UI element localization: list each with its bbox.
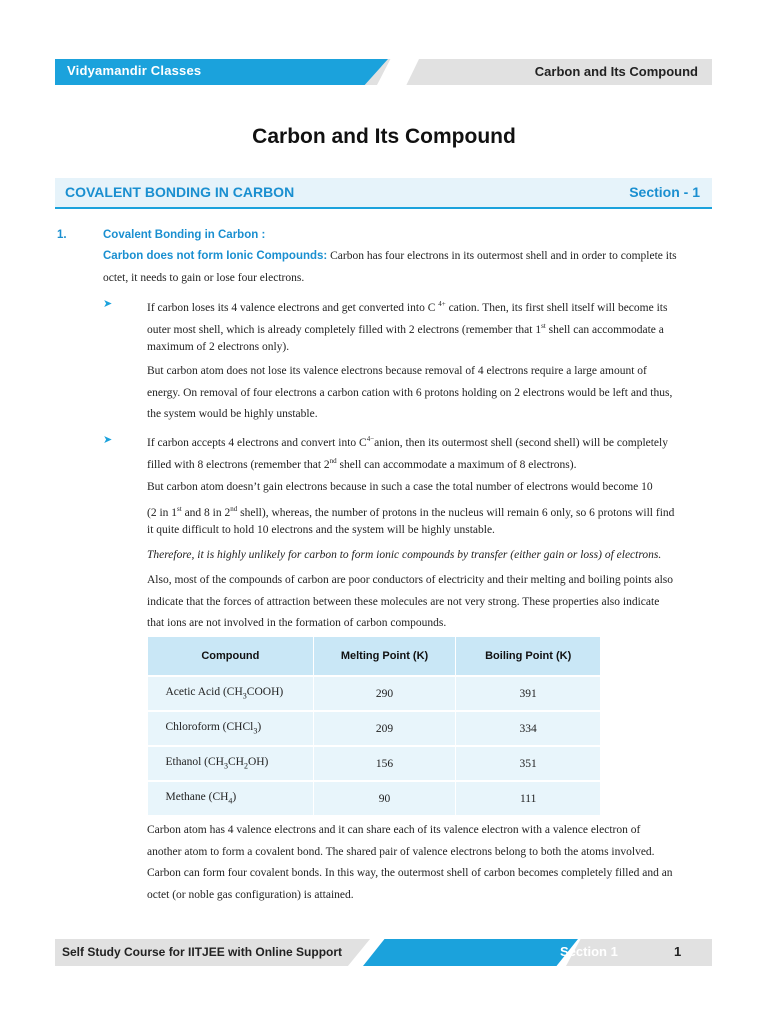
header-brand: Vidyamandir Classes [67, 63, 202, 78]
topic-number: 1. [57, 229, 67, 241]
page-title: Carbon and Its Compound [252, 125, 516, 148]
bullet-2-line-2 [147, 451, 712, 473]
section-bar [55, 178, 712, 209]
compound-name: Chloroform (CHCl [165, 721, 254, 734]
bullet-1-line-1 [147, 294, 712, 316]
bullet-2-text-a: If carbon accepts 4 electrons and convert into C [147, 436, 367, 449]
table-row [148, 711, 601, 746]
intro-line-2: octet, it needs to gain or lose four electrons. [103, 271, 305, 284]
compound-cell [148, 711, 314, 746]
melting-point-cell: 90 [313, 781, 456, 815]
compound-name: OH) [247, 756, 269, 769]
ordinal-superscript: st [541, 321, 546, 330]
footer-course: Self Study Course for IITJEE with Online Support [62, 945, 343, 959]
bullet-1-line-2 [147, 316, 712, 338]
lose-line-2: energy. On removal of four electrons a carbon cation with 6 protons holding on 2 electrons would be left and thus, [147, 386, 673, 399]
table-row [148, 781, 601, 815]
covalent-paragraph [147, 820, 712, 906]
column-header: Boiling Point (K) [456, 637, 601, 677]
section-number: Section - 1 [629, 184, 700, 200]
section-title: COVALENT BONDING IN CARBON [65, 184, 295, 200]
covalent-line-1: Carbon atom has 4 valence electrons and it can share each of its valence electron with a valence electron of [147, 824, 641, 836]
topic-heading: Covalent Bonding in Carbon : [103, 229, 266, 241]
bullet-2-text-b: anion, then its outermost shell (second shell) will be completely [374, 436, 668, 449]
charge-superscript: 4− [366, 435, 375, 443]
formula-subscript: 4 [228, 796, 233, 806]
conclusion-paragraph [147, 545, 712, 567]
lose-line-3: the system would be highly unstable. [147, 408, 318, 420]
gain-line-1: But carbon atom doesn’t gain electrons because in such a case the total number of electrons would become 10 [147, 481, 653, 493]
bullet-arrow-icon: ➤ [103, 297, 113, 310]
bullet-2-paragraph [147, 429, 712, 472]
bullet-1-text-b: cation. Then, its first shell itself will become its [445, 301, 668, 314]
melting-point-cell: 209 [313, 711, 456, 746]
column-header: Compound [148, 637, 314, 677]
melting-point-cell: 156 [313, 746, 456, 781]
formula-subscript: 3 [223, 761, 228, 771]
gain-paragraph [147, 477, 712, 542]
footer-blue-band [363, 939, 578, 966]
formula-subscript: 3 [253, 726, 258, 736]
ordinal-superscript: nd [329, 456, 337, 465]
covalent-line-4: octet (or noble gas configuration) is attained. [147, 888, 354, 901]
boiling-point-cell: 334 [456, 711, 601, 746]
bullet-1-text-c: outer most shell, which is already completely filled with 2 electrons (remember that 1 [147, 323, 542, 336]
compound-cell [148, 746, 314, 781]
bullet-2-text-d: shell can accommodate a maximum of 8 electrons). [336, 458, 577, 471]
boiling-point-cell: 111 [456, 781, 601, 815]
boiling-point-cell: 391 [456, 676, 601, 711]
lose-line-1: But carbon atom does not lose its valence electrons because removal of 4 electrons require a large amount of [147, 365, 647, 377]
melting-point-cell: 290 [313, 676, 456, 711]
compound-name: ) [232, 791, 237, 804]
formula-subscript: 2 [243, 761, 248, 771]
intro-line-1 [103, 246, 712, 268]
intro-lead: Carbon does not form Ionic Compounds: [103, 250, 328, 262]
also-line-2: indicate that the forces of attraction between these molecules are not very strong. These properties also indicate [147, 595, 660, 608]
compound-cell [148, 781, 314, 815]
column-header: Melting Point (K) [313, 637, 456, 677]
intro-paragraph [103, 246, 712, 289]
gain-line-2 [147, 499, 712, 521]
also-line-1: Also, most of the compounds of carbon are poor conductors of electricity and their melting and boiling points also [147, 574, 674, 586]
bullet-2-text-c: filled with 8 electrons (remember that 2 [147, 458, 330, 471]
also-paragraph [147, 570, 712, 635]
bullet-2-line-1 [147, 429, 712, 451]
bullet-arrow-icon: ➤ [103, 433, 113, 446]
table-header-row [148, 637, 601, 677]
gain-text-c: shell), whereas, the number of protons in the nucleus will remain 6 only, so 6 protons will find [237, 506, 675, 519]
lose-paragraph [147, 361, 712, 426]
bullet-1-line-3: maximum of 2 electrons only). [147, 341, 290, 353]
covalent-line-2: another atom to form a covalent bond. The shared pair of valence electrons belong to both the atoms involved. [147, 845, 655, 858]
bullet-1-text-a: If carbon loses its 4 valence electrons and get converted into C [147, 301, 439, 314]
also-line-3: that ions are not involved in the formation of carbon compounds. [147, 617, 447, 629]
gain-text-b: and 8 in 2 [181, 506, 231, 519]
footer-section: Section 1 [560, 944, 618, 959]
page-footer [55, 939, 712, 966]
melting-boiling-table [147, 636, 601, 815]
compound-name: CH [227, 756, 244, 769]
intro-text-1: Carbon has four electrons in its outermost shell and in order to complete its [327, 250, 677, 262]
gain-line-3: it quite difficult to hold 10 electrons and the system will be highly unstable. [147, 524, 495, 536]
charge-superscript: 4+ [438, 300, 446, 308]
page-number: 1 [674, 944, 682, 959]
compound-name: COOH) [246, 686, 284, 699]
gain-text-a: (2 in 1 [147, 506, 178, 519]
compound-name: ) [257, 721, 262, 734]
bullet-1-paragraph [147, 294, 712, 359]
header-chapter: Carbon and Its Compound [534, 64, 698, 79]
conclusion-line: Therefore, it is highly unlikely for carbon to form ionic compounds by transfer (either gain or loss) of electrons. [147, 549, 662, 561]
compound-name: Methane (CH [165, 791, 229, 804]
boiling-point-cell: 351 [456, 746, 601, 781]
table-row [148, 676, 601, 711]
compound-name: Acetic Acid (CH [165, 686, 243, 699]
covalent-line-3: Carbon can form four covalent bonds. In this way, the outermost shell of carbon becomes completely filled and an [147, 867, 673, 879]
compound-name: Ethanol (CH [165, 756, 224, 769]
compound-cell [148, 676, 314, 711]
page-header [55, 59, 712, 85]
table-row [148, 746, 601, 781]
ordinal-superscript: st [177, 504, 182, 513]
ordinal-superscript: nd [230, 504, 238, 513]
formula-subscript: 3 [242, 691, 247, 701]
bullet-1-text-d: shell can accommodate a [545, 323, 664, 336]
